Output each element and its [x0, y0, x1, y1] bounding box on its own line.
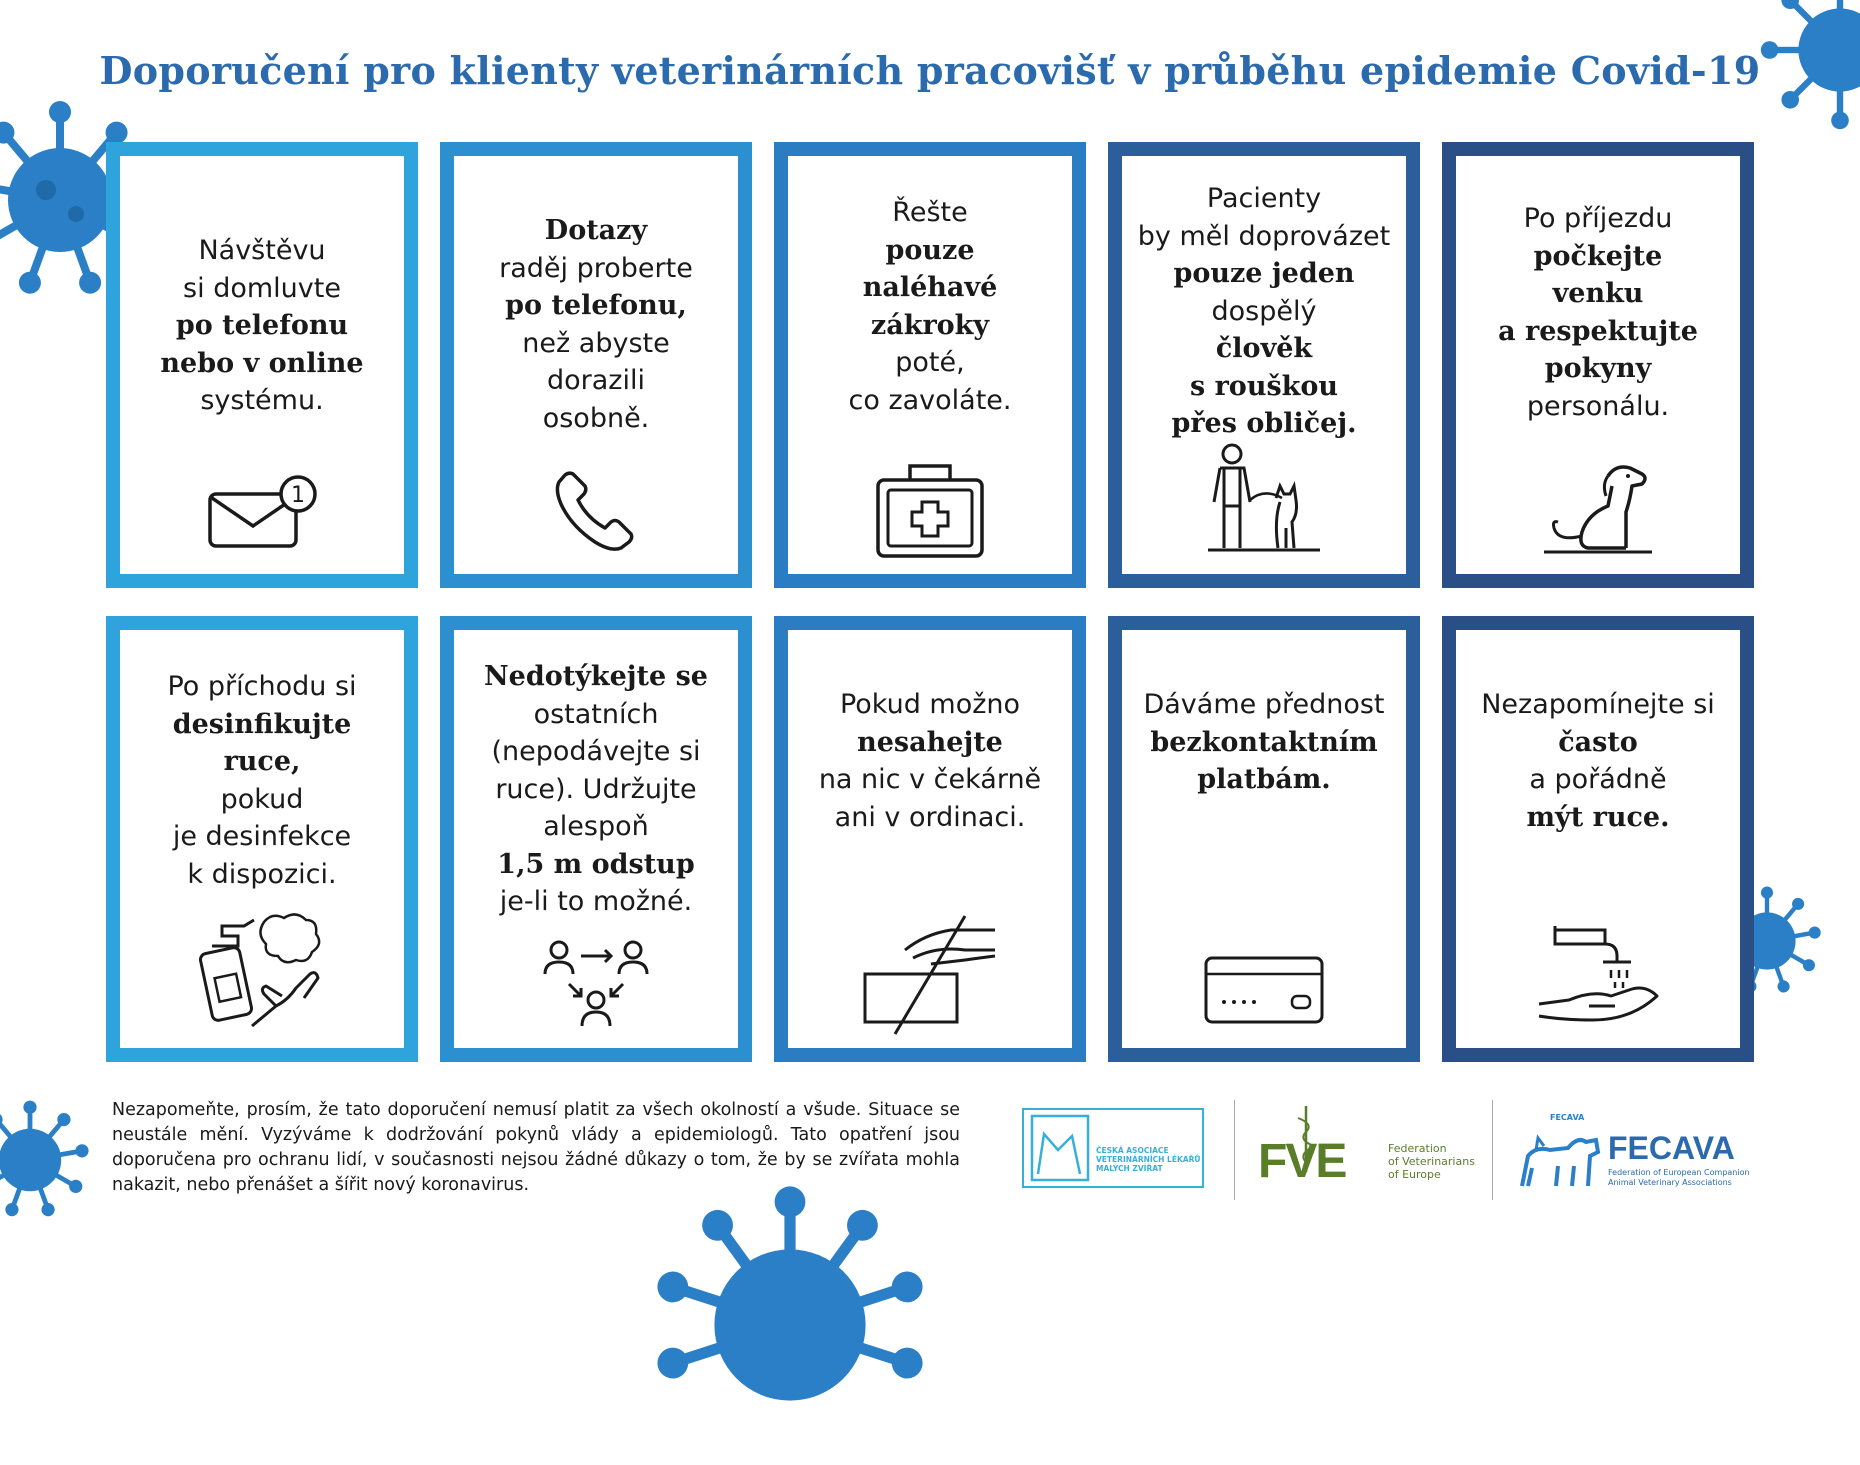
card-text: Po příchodu si desinfikujte ruce, pokud je desinfekce k dispozici.: [167, 671, 357, 890]
hand-washing-icon: [1533, 920, 1663, 1030]
first-aid-kit-icon: [870, 456, 990, 562]
virus-decoration-bottom-center: [650, 1185, 930, 1465]
card-ask-by-phone: [440, 142, 752, 588]
card-text: Dotazy raděj proberte po telefonu, než abyste dorazili osobně.: [499, 215, 693, 434]
fecava-line1: Federation of European Companion: [1608, 1168, 1750, 1177]
card-text: Pokud možno nesahejte na nic v čekárně ani v ordinaci.: [818, 689, 1042, 833]
cavlmz-logo[interactable]: [1022, 1108, 1204, 1188]
hand-sanitizer-icon: [192, 906, 332, 1036]
notification-badge: 1: [291, 483, 305, 508]
card-text: Po příjezdu počkejte venku a respektujte pokyny personálu.: [1498, 203, 1698, 422]
fve-mark: FVE: [1258, 1135, 1346, 1188]
fecava-mark: FECAVA: [1608, 1130, 1735, 1166]
disclaimer-text: Nezapomeňte, prosím, že tato doporučení nemusí platit za všech okolností a všude. Situace se neustále mění. Vyzýváme k dodržování pokynů vlády a epidemiologů. Tato opatření jsou doporučena pro ochranu lidí, v současnosti nejsou žádné důkazy o tom, že by se zvířata mohla nakazit, nebo přenášet a šířit nový koronavirus.: [112, 1100, 960, 1195]
card-visit-by-phone: [106, 142, 418, 588]
virus-decoration-top-right: [1760, 0, 1860, 130]
social-distance-icon: [541, 938, 651, 1038]
card-text: Dáváme přednost bezkontaktním platbám.: [1143, 689, 1385, 795]
cavlmz-line2: VETERINÁRNÍCH LÉKAŘŮ: [1096, 1155, 1201, 1164]
phone-icon: [551, 466, 641, 556]
fecava-arc-text: FECAVA: [1550, 1113, 1585, 1122]
no-touch-icon: [855, 910, 1005, 1040]
cavlmz-line3: MALÝCH ZVÍŘAT: [1096, 1164, 1163, 1173]
envelope-notification-icon: [202, 472, 322, 552]
fecava-logo[interactable]: [1508, 1102, 1758, 1198]
card-one-adult-escort: [1108, 142, 1420, 588]
page-title: Doporučení pro klienty veterinárních pracovišť v průběhu epidemie Covid-19: [99, 48, 1761, 93]
sitting-dog-icon: [1538, 456, 1658, 562]
fve-line1: Federation: [1388, 1142, 1447, 1155]
card-urgent-only: [774, 142, 1086, 588]
card-do-not-touch: [774, 616, 1086, 1062]
card-text: Pacienty by měl doprovázet pouze jeden dospělý člověk s rouškou přes obličej.: [1137, 183, 1391, 439]
fve-line2: of Veterinarians: [1388, 1155, 1475, 1168]
fve-line3: of Europe: [1388, 1168, 1441, 1181]
fve-logo[interactable]: [1258, 1104, 1488, 1194]
card-text: Návštěvu si domluvte po telefonu nebo v online systému.: [160, 235, 364, 416]
virus-decoration-bottom-left: [0, 1100, 90, 1220]
card-contactless-payment: [1108, 616, 1420, 1062]
logo-separator: [1234, 1100, 1235, 1200]
cavlmz-line1: ČESKÁ ASOCIACE: [1096, 1146, 1169, 1155]
card-text: Nedotýkejte se ostatních (nepodávejte si ruce). Udržujte alespoň 1,5 m odstup je-li to možné.: [484, 661, 708, 917]
cat-dog-emblem-icon: [1030, 1114, 1090, 1182]
card-wait-outside: [1442, 142, 1754, 588]
logo-separator: [1492, 1100, 1493, 1200]
card-wash-hands: [1442, 616, 1754, 1062]
card-no-contact-distance: [440, 616, 752, 1062]
card-disinfect-hands: [106, 616, 418, 1062]
person-with-dog-icon: [1204, 440, 1324, 556]
card-text: Řešte pouze naléhavé zákroky poté, co zavoláte.: [848, 197, 1012, 416]
fecava-line2: Animal Veterinary Associations: [1608, 1177, 1732, 1187]
credit-card-icon: [1202, 954, 1326, 1026]
fecava-animals-emblem-icon: [1516, 1106, 1606, 1192]
card-text: Nezapomínejte si často a pořádně mýt ruce.: [1481, 689, 1715, 833]
